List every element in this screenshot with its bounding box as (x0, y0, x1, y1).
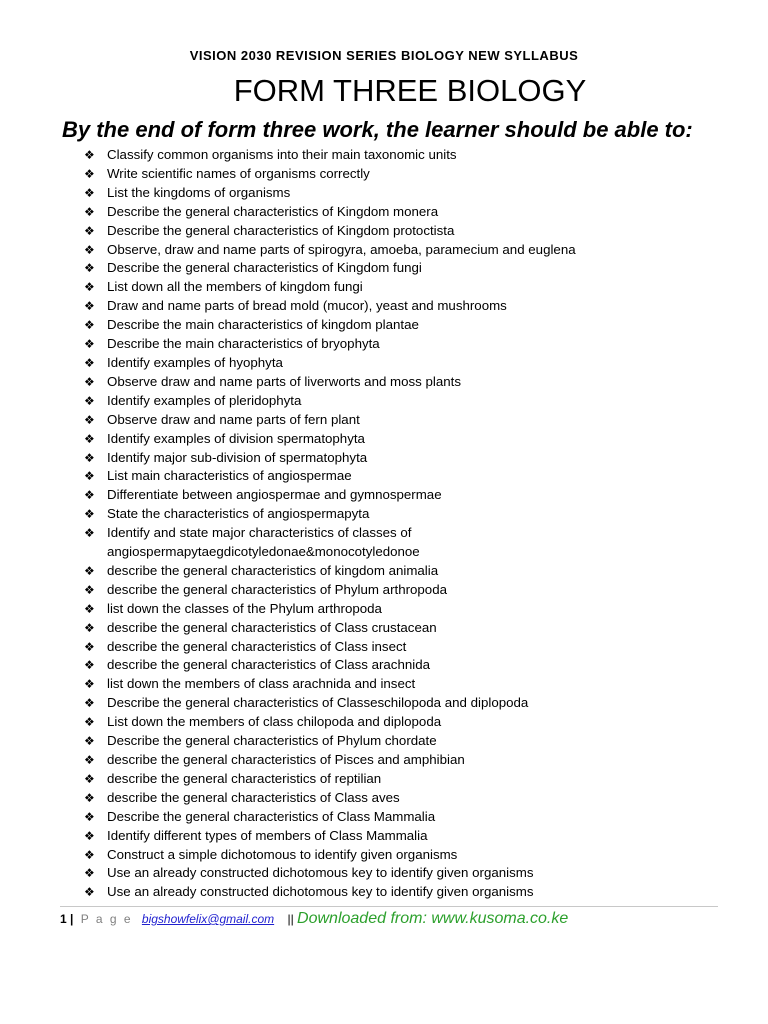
objective-text: List the kingdoms of organisms (107, 184, 291, 200)
objective-item (84, 392, 754, 411)
objective-text: Describe the general characteristics of Classeschilopoda and diplopoda (107, 695, 529, 711)
objective-text: describe the general characteristics of kingdom animalia (107, 562, 439, 578)
four-diamond-bullet-icon: ❖ (84, 582, 95, 597)
objective-text: Describe the general characteristics of Class Mammalia (107, 808, 436, 824)
four-diamond-bullet-icon: ❖ (84, 563, 95, 578)
objective-item (84, 732, 754, 751)
objective-item (84, 430, 754, 449)
objective-item (84, 241, 754, 260)
four-diamond-bullet-icon: ❖ (84, 696, 95, 711)
four-diamond-bullet-icon: ❖ (84, 866, 95, 881)
objective-item (84, 581, 754, 600)
four-diamond-bullet-icon: ❖ (84, 507, 95, 522)
objective-text: describe the general characteristics of Phylum arthropoda (107, 581, 447, 597)
objective-item (84, 505, 754, 524)
four-diamond-bullet-icon: ❖ (84, 601, 95, 616)
four-diamond-bullet-icon: ❖ (84, 828, 95, 843)
objective-text: List main characteristics of angiospermae (107, 468, 352, 484)
objective-item (84, 543, 754, 562)
objective-item (84, 638, 754, 657)
objective-item (84, 751, 754, 770)
objective-item (84, 827, 754, 846)
objective-text: angiospermapytaegdicotyledonae&monocotyledonoe (107, 544, 420, 560)
objective-text: Describe the general characteristics of Phylum chordate (107, 733, 437, 749)
four-diamond-bullet-icon: ❖ (84, 299, 95, 314)
four-diamond-bullet-icon: ❖ (84, 450, 95, 465)
four-diamond-bullet-icon: ❖ (84, 185, 95, 200)
four-diamond-bullet-icon: ❖ (84, 412, 95, 427)
objective-text: Describe the general characteristics of Kingdom fungi (107, 260, 422, 276)
objective-item (84, 354, 754, 373)
four-diamond-bullet-icon: ❖ (84, 166, 95, 181)
objective-text: describe the general characteristics of Class arachnida (107, 657, 430, 673)
objective-item (84, 335, 754, 354)
objective-item (84, 864, 754, 883)
series-title: VISION 2030 REVISION SERIES BIOLOGY NEW SYLLABUS (189, 48, 579, 63)
four-diamond-bullet-icon: ❖ (84, 885, 95, 900)
four-diamond-bullet-icon: ❖ (84, 526, 95, 541)
four-diamond-bullet-icon: ❖ (84, 280, 95, 295)
four-diamond-bullet-icon: ❖ (84, 734, 95, 749)
objective-text: Describe the general characteristics of Kingdom protoctista (107, 222, 455, 238)
objective-item (84, 278, 754, 297)
objective-text: Describe the general characteristics of Kingdom monera (107, 203, 439, 219)
four-diamond-bullet-icon: ❖ (84, 639, 95, 654)
objective-text: Identify examples of hyophyta (107, 354, 283, 370)
objective-text: Write scientific names of organisms correctly (107, 165, 370, 181)
page-number: 1 (60, 912, 67, 926)
objective-item (84, 316, 754, 335)
objective-text: Describe the main characteristics of bryophyta (107, 336, 380, 352)
objective-item (84, 486, 754, 505)
objective-text: Identify different types of members of Class Mammalia (107, 827, 428, 843)
four-diamond-bullet-icon: ❖ (84, 318, 95, 333)
objective-text: Identify and state major characteristics of classes of (107, 525, 412, 541)
four-diamond-bullet-icon: ❖ (84, 393, 95, 408)
objective-text: list down the members of class arachnida and insect (107, 676, 416, 692)
email-link[interactable]: bigshowfelix@gmail.com (141, 912, 275, 926)
objective-text: Identify examples of pleridophyta (107, 392, 302, 408)
four-diamond-bullet-icon: ❖ (84, 431, 95, 446)
objectives-list (84, 146, 754, 902)
objective-item (84, 411, 754, 430)
four-diamond-bullet-icon: ❖ (84, 677, 95, 692)
objective-text: Observe, draw and name parts of spirogyra, amoeba, paramecium and euglena (107, 241, 576, 257)
objective-item (84, 203, 754, 222)
four-diamond-bullet-icon: ❖ (84, 715, 95, 730)
objective-item (84, 789, 754, 808)
objective-text: Identify major sub-division of spermatophyta (107, 449, 368, 465)
four-diamond-bullet-icon: ❖ (84, 242, 95, 257)
four-diamond-bullet-icon: ❖ (84, 771, 95, 786)
objective-item (84, 373, 754, 392)
four-diamond-bullet-icon: ❖ (84, 148, 95, 162)
objective-item (84, 770, 754, 789)
four-diamond-bullet-icon: ❖ (84, 469, 95, 484)
objective-item (84, 713, 754, 732)
four-diamond-bullet-icon: ❖ (84, 488, 95, 503)
page-label: P a g e (80, 912, 133, 926)
four-diamond-bullet-icon: ❖ (84, 658, 95, 673)
objective-text: Describe the main characteristics of kingdom plantae (107, 317, 419, 333)
page-footer (60, 908, 760, 930)
objective-item (84, 449, 754, 468)
objective-text: Identify examples of division spermatophyta (107, 430, 365, 446)
objective-text: describe the general characteristics of reptilian (107, 770, 382, 786)
objective-text: List down the members of class chilopoda and diplopoda (107, 714, 442, 730)
objective-item (84, 184, 754, 203)
objective-item (84, 808, 754, 827)
objective-item (84, 297, 754, 316)
page-title: FORM THREE BIOLOGY (233, 73, 587, 108)
objective-item (84, 146, 754, 165)
four-diamond-bullet-icon: ❖ (84, 223, 95, 238)
objective-item (84, 883, 754, 902)
objective-text: describe the general characteristics of Class insect (107, 638, 407, 654)
four-diamond-bullet-icon: ❖ (84, 620, 95, 635)
four-diamond-bullet-icon: ❖ (84, 847, 95, 862)
four-diamond-bullet-icon: ❖ (84, 337, 95, 352)
four-diamond-bullet-icon: ❖ (84, 790, 95, 805)
objective-text: describe the general characteristics of Class crustacean (107, 619, 437, 635)
objective-text: Draw and name parts of bread mold (mucor), yeast and mushrooms (107, 298, 507, 314)
objective-text: Construct a simple dichotomous to identify given organisms (107, 846, 458, 862)
objective-text: describe the general characteristics of Pisces and amphibian (107, 752, 465, 767)
intro-heading: By the end of form three work, the learner should be able to: (62, 117, 693, 142)
four-diamond-bullet-icon: ❖ (84, 809, 95, 824)
objective-text: Observe draw and name parts of fern plant (107, 411, 360, 427)
objective-text: Use an already constructed dichotomous key to identify given organisms (107, 865, 534, 881)
objective-item (84, 675, 754, 694)
objective-item (84, 656, 754, 675)
four-diamond-bullet-icon: ❖ (84, 753, 95, 767)
objective-item (84, 619, 754, 638)
footer-pipes: || (287, 912, 294, 926)
objective-item (84, 562, 754, 581)
footer-divider (60, 906, 718, 907)
objective-item (84, 259, 754, 278)
objective-text: State the characteristics of angiospermapyta (107, 506, 370, 522)
objective-text: Classify common organisms into their main taxonomic units (107, 147, 457, 162)
download-source-text: Downloaded from: www.kusoma.co.ke (297, 910, 569, 927)
objective-text: describe the general characteristics of Class aves (107, 789, 400, 805)
objective-text: Observe draw and name parts of liverworts and moss plants (107, 373, 462, 389)
objective-text: list down the classes of the Phylum arthropoda (107, 600, 382, 616)
objective-item (84, 524, 754, 543)
four-diamond-bullet-icon: ❖ (84, 355, 95, 370)
objective-item (84, 846, 754, 865)
objective-item (84, 694, 754, 713)
page-separator: | (70, 912, 74, 926)
objective-text: Differentiate between angiospermae and gymnospermae (107, 487, 442, 503)
four-diamond-bullet-icon: ❖ (84, 261, 95, 276)
objective-text: Use an already constructed dichotomous key to identify given organisms (107, 884, 534, 900)
four-diamond-bullet-icon: ❖ (84, 204, 95, 219)
objective-item (84, 600, 754, 619)
objective-text: List down all the members of kingdom fungi (107, 279, 363, 295)
objective-item (84, 165, 754, 184)
objective-item (84, 222, 754, 241)
objective-item (84, 467, 754, 486)
four-diamond-bullet-icon: ❖ (84, 374, 95, 389)
